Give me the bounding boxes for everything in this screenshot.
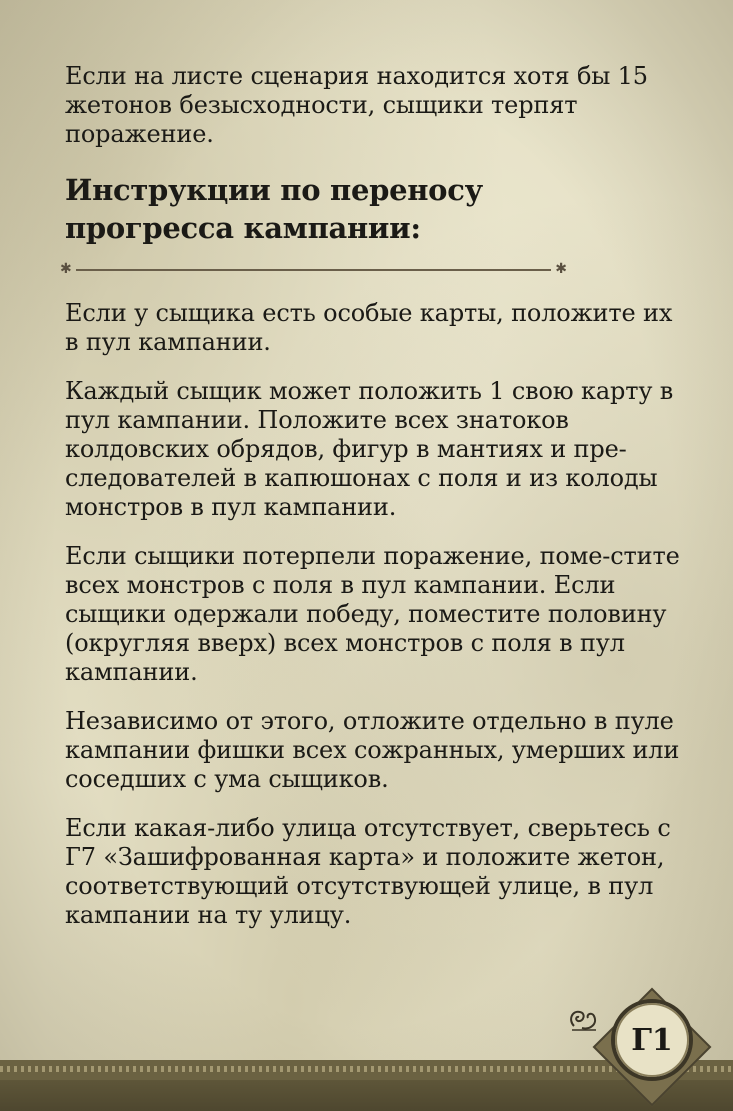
page-label: Г1 bbox=[611, 999, 693, 1081]
heading-line-2: прогресса кампании: bbox=[65, 211, 421, 245]
page-badge bbox=[598, 985, 708, 1095]
divider-line bbox=[76, 269, 551, 271]
section-heading bbox=[65, 171, 680, 247]
star-icon: ✱ bbox=[555, 261, 567, 277]
page-content bbox=[60, 62, 680, 930]
flourish-icon bbox=[566, 1000, 602, 1036]
heading-line-1: Инструкции по переносу bbox=[65, 173, 483, 207]
paragraph-investigator-tokens: Независимо от этого, отложите отдельно в пуле кампании фишки всех сожранных, умерших или соседших с ума сыщиков. bbox=[65, 707, 680, 793]
paragraph-campaign-pool: Каждый сыщик может положить 1 свою карту в пул кампании. Положите всех знатоков колдовских обрядов, фигур в мантиях и пре-следователей в капюшонах с поля и из колоды монстров в пул кампании. bbox=[65, 377, 674, 521]
paragraph-defeat-victory: Если сыщики потерпели поражение, поме-стите всех монстров с поля в пул кампании. Если сыщики одержали победу, поместите половину (округляя вверх) всех монстров с поля в пул кампании. bbox=[65, 542, 680, 686]
paragraph-missing-street: Если какая-либо улица отсутствует, сверьтесь с Г7 «Зашифрованная карта» и положите жетон, соответствующий отсутствующей улице, в пул кампании на ту улицу. bbox=[65, 814, 671, 929]
paragraph-special-cards: Если у сыщика есть особые карты, положите их в пул кампании. bbox=[65, 299, 673, 356]
intro-paragraph: Если на листе сценария находится хотя бы 15 жетонов безысходности, сыщики терпят поражение. bbox=[65, 62, 648, 148]
star-icon: ✱ bbox=[60, 261, 72, 277]
ornamental-divider bbox=[60, 263, 567, 277]
